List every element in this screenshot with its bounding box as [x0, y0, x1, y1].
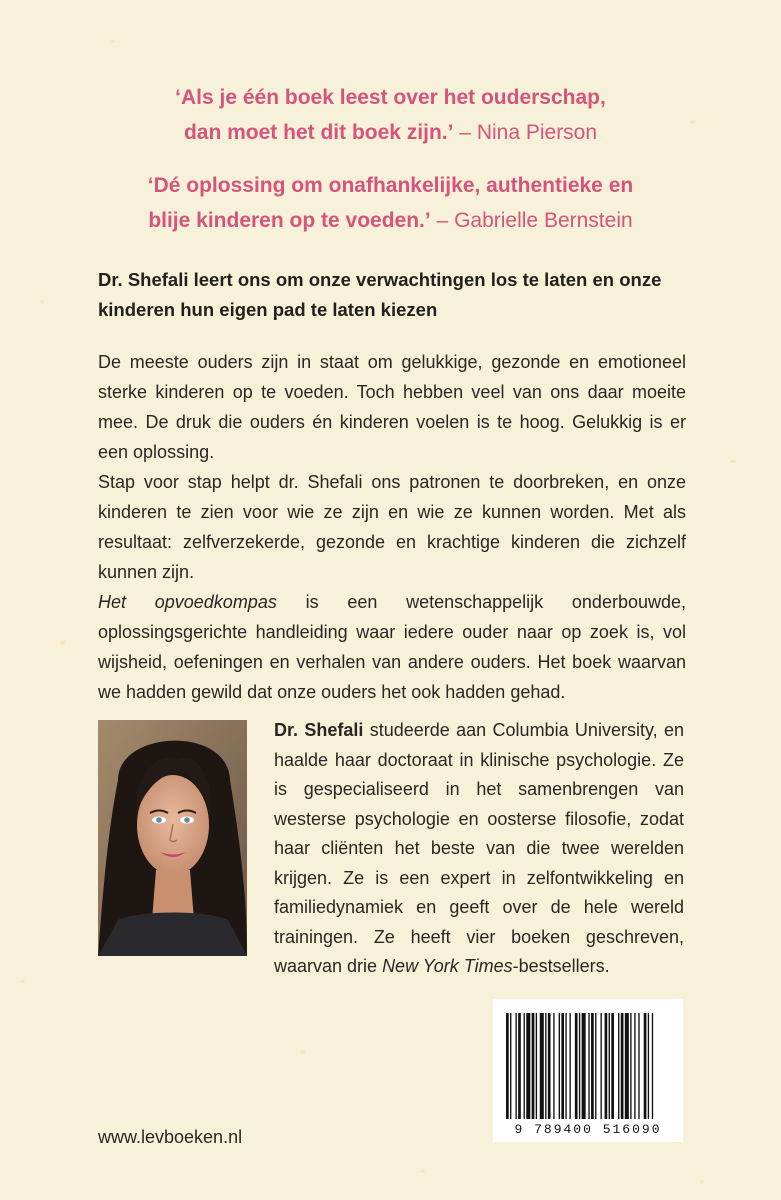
- author-bio-text: studeerde aan Columbia University, en haalde haar doctoraat in klinische psychologie. Ze is gespecialiseerd in het samenbrengen van westerse psychologie en oosterse filosofie, zodat haar cliënten het beste van die twee werelden krijgen. Ze is een expert in zelfontwikkeling en familiedynamiek en geeft over de hele wereld trainingen. Ze heeft vier boeken geschreven, waarvan drie: [274, 720, 684, 976]
- barcode-bar: [652, 1013, 653, 1119]
- endorsement-quote-1: [60, 80, 721, 150]
- barcode-bar: [524, 1013, 525, 1119]
- barcode-bar: [553, 1013, 554, 1119]
- barcode-bar: [518, 1013, 521, 1119]
- barcode-bar: [532, 1013, 535, 1119]
- quote-text-line: blije kinderen op te voeden.’: [148, 209, 431, 232]
- barcode-bar: [561, 1013, 564, 1119]
- barcode-bar: [575, 1013, 578, 1119]
- barcode-bar: [625, 1013, 629, 1119]
- barcode-bar: [618, 1013, 619, 1119]
- author-name: Dr. Shefali: [274, 720, 364, 740]
- isbn-number: 9 789400 516090: [514, 1122, 662, 1137]
- barcode-panel: [493, 999, 683, 1142]
- author-portrait-illustration: [98, 720, 247, 956]
- barcode-bar: [565, 1013, 566, 1119]
- blurb-body: [98, 347, 686, 707]
- barcode-bar: [526, 1013, 530, 1119]
- quote-attribution: – Gabrielle Bernstein: [430, 209, 633, 232]
- barcode-bar: [609, 1013, 610, 1119]
- barcode-bar: [601, 1013, 602, 1119]
- blurb-paragraph: Stap voor stap helpt dr. Shefali ons patronen te doorbreken, en onze kinderen te zien voor wie ze zijn en wie ze kunnen worden. Met als resultaat: zelfverzekerde, gezonde en krachtige kinderen die zichzelf kunnen zijn.: [98, 472, 686, 582]
- barcode-bar: [515, 1013, 516, 1119]
- barcode-bar: [595, 1013, 596, 1119]
- paper-speck: [420, 1170, 425, 1173]
- barcode-bar: [536, 1013, 537, 1119]
- paper-speck: [40, 300, 44, 304]
- barcode-bar: [621, 1013, 624, 1119]
- barcode-bar: [579, 1013, 580, 1119]
- barcode-bar: [545, 1013, 546, 1119]
- barcode-bar: [644, 1013, 647, 1119]
- paper-speck: [110, 40, 116, 43]
- barcode-bar: [540, 1013, 544, 1119]
- blurb-paragraph: De meeste ouders zijn in staat om gelukkige, gezonde en emotioneel sterke kinderen op te voeden. Toch hebben veel van ons daar moeite mee. De druk die ouders én kinderen voelen is te hoog. Gelukkig is er een oplossing.: [98, 352, 686, 462]
- publication-name: New York Times: [382, 956, 513, 976]
- blurb-paragraph: [98, 587, 686, 707]
- publisher-website[interactable]: www.levboeken.nl: [98, 1127, 243, 1147]
- quote-text-line: ‘Dé oplossing om onafhankelijke, authentieke en: [147, 174, 634, 197]
- barcode-bar: [559, 1013, 560, 1119]
- quote-text-line: ‘Als je één boek leest over het ouderschap,: [175, 86, 606, 109]
- isbn-barcode: [493, 999, 683, 1142]
- quote-text-line: dan moet het dit boek zijn.’: [183, 121, 454, 144]
- barcode-bar: [548, 1013, 551, 1119]
- book-title: Het opvoedkompas: [98, 592, 277, 612]
- author-bio: [274, 716, 684, 982]
- author-photo: [98, 720, 247, 956]
- quote-attribution: – Nina Pierson: [453, 121, 598, 144]
- barcode-bar: [634, 1013, 635, 1119]
- paper-speck: [20, 980, 25, 983]
- barcode-bar: [506, 1013, 509, 1119]
- paper-speck: [300, 1050, 306, 1054]
- barcode-bar: [648, 1013, 649, 1119]
- blurb-paragraph-text: is een wetenschappelijk onderbouwde, oplossingsgerichte handleiding waar iedere ouder naar op zoek is, vol wijsheid, oefeningen en verhalen van andere ouders. Het boek waarvan we hadden gewild dat onze ouders het ook hadden gehad.: [98, 592, 687, 702]
- lead-paragraph: Dr. Shefali leert ons om onze verwachtingen los te laten en onze kinderen hun eigen pad te laten kiezen: [98, 269, 662, 320]
- barcode-bar: [611, 1013, 614, 1119]
- endorsement-quote-2: [60, 168, 721, 238]
- barcode-bar: [591, 1013, 594, 1119]
- barcode-bar: [638, 1013, 639, 1119]
- author-bio-text: -bestsellers.: [512, 956, 610, 976]
- barcode-bar: [605, 1013, 608, 1119]
- barcode-bar: [630, 1013, 631, 1119]
- barcode-bar: [569, 1013, 570, 1119]
- barcode-bar: [588, 1013, 589, 1119]
- barcode-bar: [582, 1013, 586, 1119]
- barcode-bar: [510, 1013, 511, 1119]
- paper-speck: [60, 640, 65, 645]
- paper-speck: [730, 460, 736, 463]
- paper-speck: [700, 1180, 704, 1184]
